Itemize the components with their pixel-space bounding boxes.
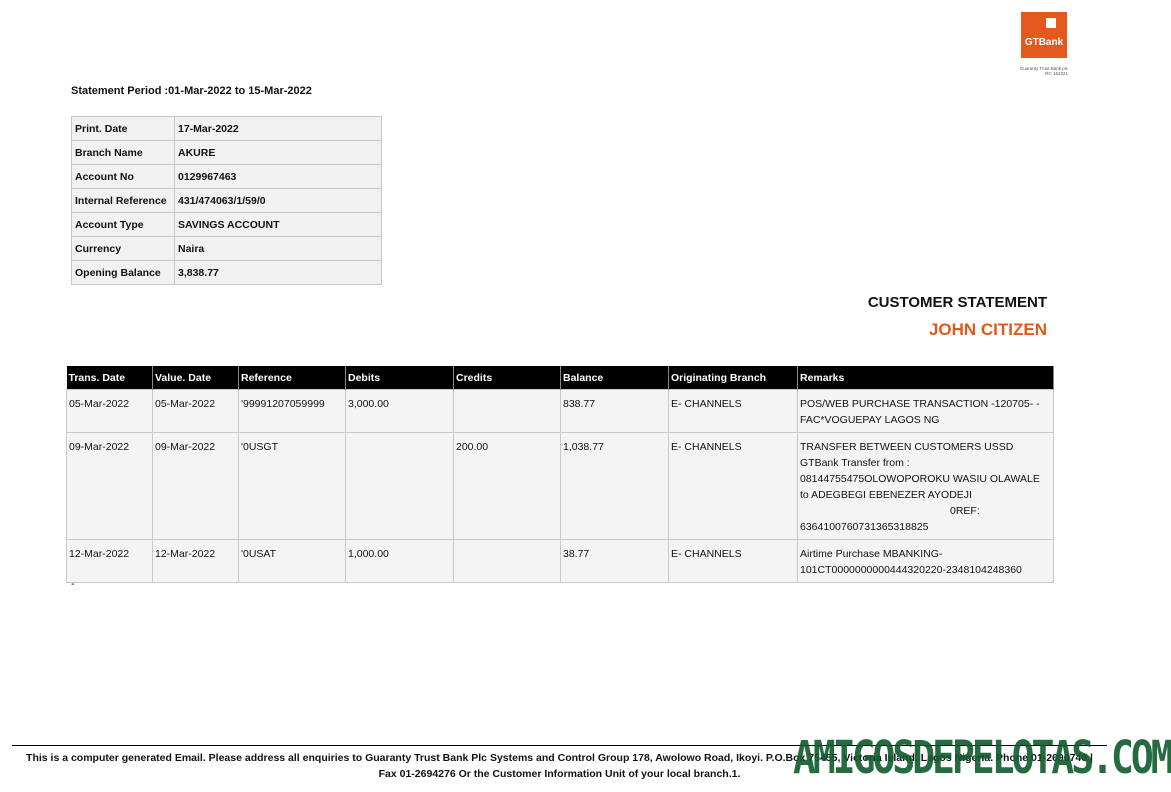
remarks-line: 08144755475OLOWOPOROKU WASIU OLAWALE [800, 473, 1040, 485]
column-header: Originating Branch [669, 366, 798, 390]
cell-credits [454, 390, 561, 433]
customer-name: JOHN CITIZEN [928, 320, 1047, 339]
account-info-row [72, 237, 382, 261]
cell-reference: '0USAT [239, 540, 346, 583]
cell-balance: 38.77 [561, 540, 669, 583]
account-info-row [72, 141, 382, 165]
remarks-line: 0REF: [950, 505, 980, 517]
remarks-line: TRANSFER BETWEEN CUSTOMERS USSD [800, 441, 1014, 453]
cell-reference: '0USGT [239, 433, 346, 540]
account-info-label: Opening Balance [72, 261, 175, 285]
column-header: Remarks [798, 366, 1054, 390]
column-header: Credits [454, 366, 561, 390]
cell-credits: 200.00 [454, 433, 561, 540]
footer-line-2: Fax 01-2694276 Or the Customer Information Unit of your local branch.1. [378, 768, 741, 780]
remarks-line: POS/WEB PURCHASE TRANSACTION -120705- - [800, 398, 1040, 410]
account-info-row [72, 117, 382, 141]
account-info-value: 0129967463 [175, 165, 382, 189]
cell-remarks [798, 433, 1054, 540]
cell-branch: E- CHANNELS [669, 390, 798, 433]
cell-balance: 1,038.77 [561, 433, 669, 540]
column-header: Value. Date [153, 366, 239, 390]
cell-trans-date: 05-Mar-2022 [67, 390, 153, 433]
cell-debits: 3,000.00 [346, 390, 454, 433]
cell-reference: '99991207059999 [239, 390, 346, 433]
transaction-row [67, 390, 1054, 433]
cell-remarks [798, 540, 1054, 583]
account-info-row [72, 189, 382, 213]
cell-balance: 838.77 [561, 390, 669, 433]
account-info-value: 17-Mar-2022 [175, 117, 382, 141]
cell-remarks [798, 390, 1054, 433]
cell-value-date: 05-Mar-2022 [153, 390, 239, 433]
statement-period: Statement Period :01-Mar-2022 to 15-Mar-2022 [71, 85, 312, 97]
cell-value-date: 12-Mar-2022 [153, 540, 239, 583]
trailing-mark: - [71, 578, 75, 590]
account-info-value: SAVINGS ACCOUNT [175, 213, 382, 237]
account-info-label: Internal Reference [72, 189, 175, 213]
remarks-line: to ADEGBEGI EBENEZER AYODEJI [800, 489, 972, 501]
cell-trans-date: 09-Mar-2022 [67, 433, 153, 540]
account-info-label: Account Type [72, 213, 175, 237]
remarks-line: 101CT0000000000444320220-2348104248360 [800, 564, 1022, 576]
account-info-value: Naira [175, 237, 382, 261]
transaction-row [67, 433, 1054, 540]
account-info-value: 3,838.77 [175, 261, 382, 285]
transaction-row [67, 540, 1054, 583]
cell-branch: E- CHANNELS [669, 433, 798, 540]
account-info-label: Print. Date [72, 117, 175, 141]
column-header: Balance [561, 366, 669, 390]
footer-line-1: This is a computer generated Email. Please address all enquiries to Guaranty Trust Bank Plc Systems and Control Group 178, Awolowo Road, Ikoyi. P.O.Box 75455, Victoria Island, Lagos Nigeria. Phone 01-2690740 | [26, 752, 1093, 764]
account-info-label: Branch Name [72, 141, 175, 165]
remarks-line: Airtime Purchase MBANKING- [800, 548, 943, 560]
cell-trans-date: 12-Mar-2022 [67, 540, 153, 583]
remarks-line: FAC*VOGUEPAY LAGOS NG [800, 414, 940, 426]
logo-subtitle [990, 66, 1068, 76]
account-info-label: Currency [72, 237, 175, 261]
column-header: Debits [346, 366, 454, 390]
cell-debits: 1,000.00 [346, 540, 454, 583]
transactions-table [66, 366, 1054, 583]
account-info-row [72, 213, 382, 237]
logo-subtitle-line-1: Guaranty Trust Bank plc [1019, 66, 1068, 71]
cell-debits [346, 433, 454, 540]
logo-square-icon [1046, 18, 1056, 28]
gtbank-logo [1021, 12, 1067, 58]
account-info-label: Account No [72, 165, 175, 189]
logo-text: GTBank [1024, 37, 1064, 48]
cell-value-date: 09-Mar-2022 [153, 433, 239, 540]
remarks-line: GTBank Transfer from : [800, 457, 910, 469]
column-header: Trans. Date [67, 366, 153, 390]
cell-branch: E- CHANNELS [669, 540, 798, 583]
cell-credits [454, 540, 561, 583]
logo-subtitle-line-2: RC 152321 [1045, 71, 1068, 76]
column-header: Reference [239, 366, 346, 390]
account-info-value: 431/474063/1/59/0 [175, 189, 382, 213]
account-info-value: AKURE [175, 141, 382, 165]
account-info-row [72, 261, 382, 285]
watermark-logo: AMIGOSDEPELOTAS.COM [793, 731, 1171, 784]
statement-title: CUSTOMER STATEMENT [867, 294, 1047, 311]
account-info-table [71, 116, 382, 285]
account-info-row [72, 165, 382, 189]
remarks-line: 636410076073136531882​5 [800, 521, 929, 533]
